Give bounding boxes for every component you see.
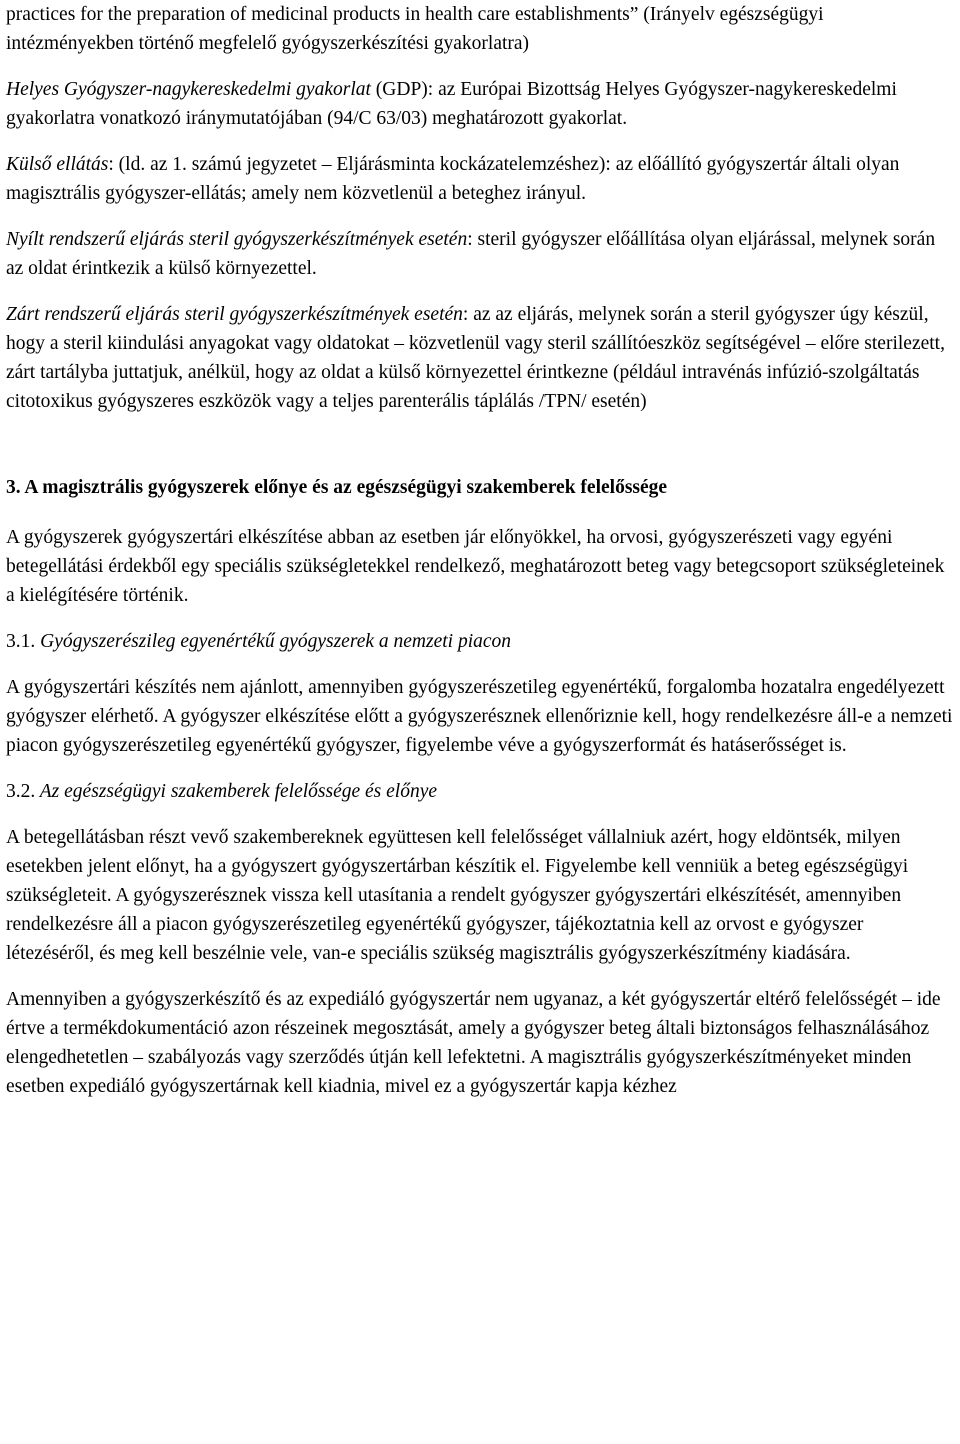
section-3-heading: 3. A magisztrális gyógyszerek előnye és az egészségügyi szakemberek felelőssége <box>6 477 668 498</box>
definition-gdp <box>6 75 954 133</box>
definition-term: Külső ellátás <box>6 154 109 175</box>
definition-term: Zárt rendszerű eljárás steril gyógyszerkészítmények esetén <box>6 304 463 325</box>
section-3-2-paragraph-1: A betegellátásban részt vevő szakembereknek együttesen kell felelősséget vállalniuk azért, hogy eldöntsék, milyen esetekben jelent előnyt, ha a gyógyszert gyógyszertárban készítik el. Figyelembe kell venniük a beteg egészségügyi szükségleteit. A gyógyszerésznek vissza kell utasítania a rendelt gyógyszer gyógyszertári elkészítését, amennyiben rendelkezésre áll a piacon gyógyszerészetileg egyenértékű gyógyszer, tájékoztatnia kell az orvost e gyógyszer létezéséről, és meg kell beszélnie vele, van-e speciális szükség magisztrális gyógyszerkészítmény kiadására. <box>6 827 909 964</box>
section-3-paragraph: A gyógyszerek gyógyszertári elkészítése abban az esetben jár előnyökkel, ha orvosi, gyógyszerészeti vagy egyéni betegellátási érdekből egy speciális szükségletekkel rendelkező, meghatározott beteg vagy betegcsoport szükségleteinek a kielégítésére történik. <box>6 527 945 606</box>
paragraph-text: practices for the preparation of medicinal products in health care establishments” (Irányelv egészségügyi intézményekben történő megfelelő gyógyszerkészítési gyakorlatra) <box>6 4 824 54</box>
section-title: Az egészségügyi szakemberek felelőssége és előnye <box>35 781 438 802</box>
definition-text: : steril gyógyszer előállítása olyan eljárással, melynek során az oldat érintkezik a külső környezettel. <box>6 229 936 279</box>
definition-text: (GDP): az Európai Bizottság Helyes Gyógyszer-nagykereskedelmi gyakorlatra vonatkozó iránymutatójában (94/C 63/03) meghatározott gyakorlat. <box>6 79 897 129</box>
definition-open-system <box>6 225 954 283</box>
section-number: 3.2. <box>6 781 36 802</box>
section-3-2-heading <box>6 777 954 806</box>
definition-closed-system <box>6 300 954 416</box>
section-3-1-paragraph: A gyógyszertári készítés nem ajánlott, amennyiben gyógyszerészetileg egyenértékű, forgalomba hozatalra engedélyezett gyógyszer elérhető. A gyógyszer elkészítése előtt a gyógyszerésznek ellenőriznie kell, hogy rendelkezésre áll-e a nemzeti piacon gyógyszerészetileg egyenértékű gyógyszer, figyelembe véve a gyógyszerformát és hatáserősséget is. <box>6 677 953 756</box>
section-title: Gyógyszerészileg egyenértékű gyógyszerek a nemzeti piacon <box>35 631 512 652</box>
definition-text: : (ld. az 1. számú jegyzetet – Eljárásminta kockázatelemzéshez): az előállító gyógyszertár általi olyan magisztrális gyógyszer-ellátás; amely nem közvetlenül a beteghez irányul. <box>6 154 900 204</box>
section-3-2-paragraph-2: Amennyiben a gyógyszerkészítő és az expediáló gyógyszertár nem ugyanaz, a két gyógyszertár eltérő felelősségét – ide értve a termékdokumentáció azon részeinek megosztását, amely a gyógyszer beteg általi biztonságos felhasználásához elengedhetetlen – szabályozás vagy szerződés útján kell lefektetni. A magisztrális gyógyszerkészítményeket minden esetben expediáló gyógyszertárnak kell kiadnia, mivel ez a gyógyszertár kapja kézhez <box>6 989 941 1097</box>
section-number: 3.1. <box>6 631 36 652</box>
definition-text: : az az eljárás, melynek során a steril gyógyszer úgy készül, hogy a steril kiindulási anyagokat vagy oldatokat – közvetlenül vagy steril szállítóeszköz segítségével – előre sterilezett, zárt tartályba juttatjuk, anélkül, hogy az oldat a külső környezettel érintkezne (például intravénás infúzió-szolgáltatás citotoxikus gyógyszeres eszközök vagy a teljes parenterális táplálás /TPN/ esetén) <box>6 304 945 412</box>
paragraph-guideline-continuation <box>6 0 954 58</box>
definition-external-supply <box>6 150 954 208</box>
definition-term: Nyílt rendszerű eljárás steril gyógyszerkészítmények esetén <box>6 229 468 250</box>
definition-term: Helyes Gyógyszer-nagykereskedelmi gyakorlat <box>6 79 371 100</box>
section-3-1-heading <box>6 627 954 656</box>
